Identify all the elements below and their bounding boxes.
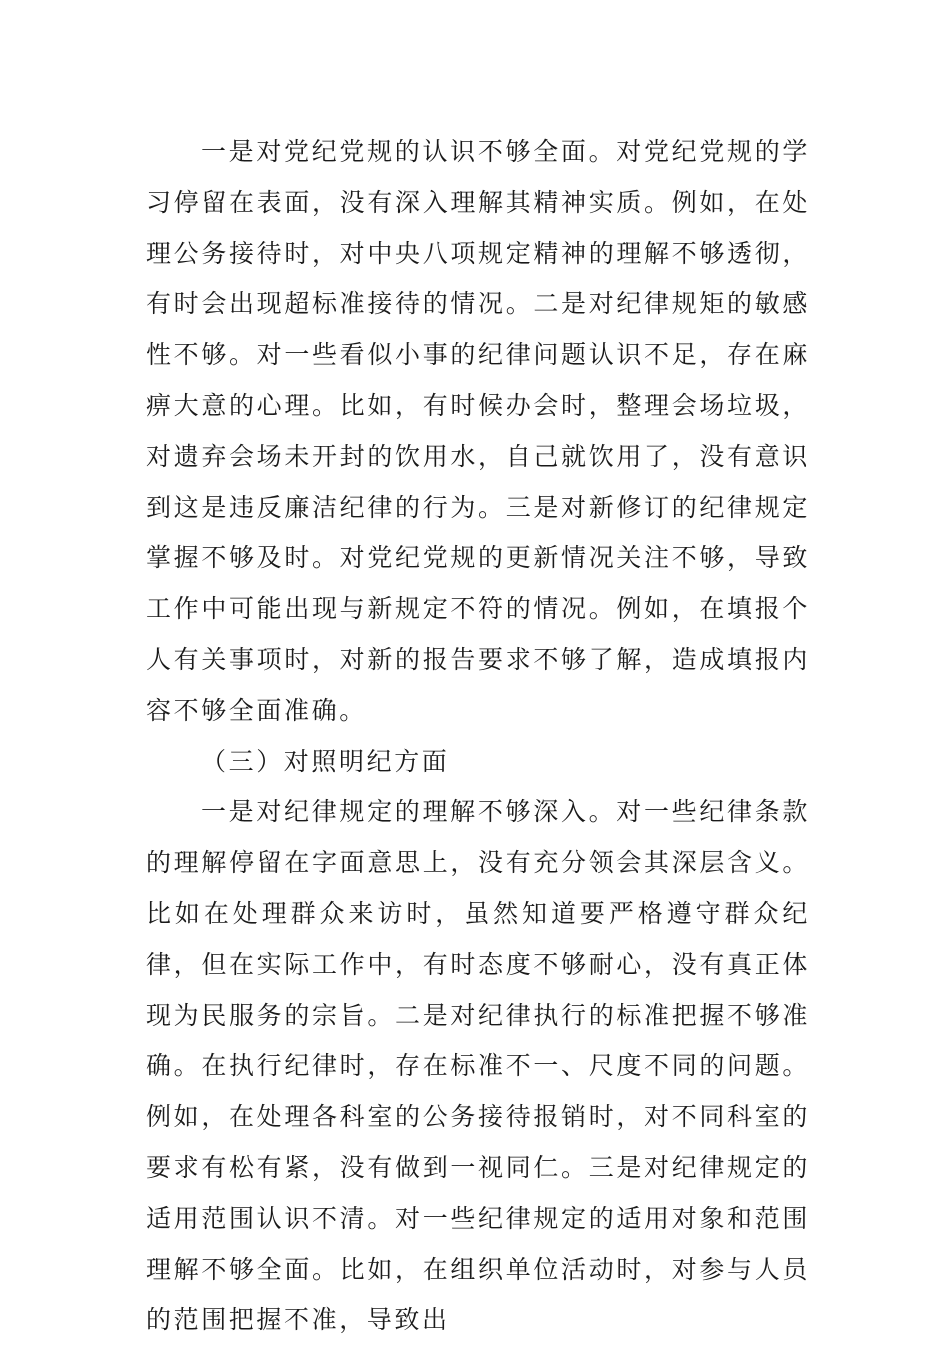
document-body xyxy=(146,127,810,1346)
paragraph-discipline-understanding: 一是对纪律规定的理解不够深入。对一些纪律条款的理解停留在字面意思上，没有充分领会其深层含义。比如在处理群众来访时，虽然知道要严格遵守群众纪律，但在实际工作中，有时态度不够耐心，没有真正体现为民服务的宗旨。二是对纪律执行的标准把握不够准确。在执行纪律时，存在标准不一、尺度不同的问题。例如，在处理各科室的公务接待报销时，对不同科室的要求有松有紧，没有做到一视同仁。三是对纪律规定的适用范围认识不清。对一些纪律规定的适用对象和范围理解不够全面。比如，在组织单位活动时，对参与人员的范围把握不准，导致出 xyxy=(146,797,810,1335)
section-heading: （三）对照明纪方面 xyxy=(201,746,450,776)
paragraph-discipline-awareness: 一是对党纪党规的认识不够全面。对党纪党规的学习停留在表面，没有深入理解其精神实质。例如，在处理公务接待时，对中央八项规定精神的理解不够透彻，有时会出现超标准接待的情况。二是对纪律规矩的敏感性不够。对一些看似小事的纪律问题认识不足，存在麻痹大意的心理。比如，有时候办会时，整理会场垃圾，对遗弃会场未开封的饮用水，自己就饮用了，没有意识到这是违反廉洁纪律的行为。三是对新修订的纪律规定掌握不够及时。对党纪党规的更新情况关注不够，导致工作中可能出现与新规定不符的情况。例如，在填报个人有关事项时，对新的报告要求不够了解，造成填报内容不够全面准确。 xyxy=(146,137,810,725)
